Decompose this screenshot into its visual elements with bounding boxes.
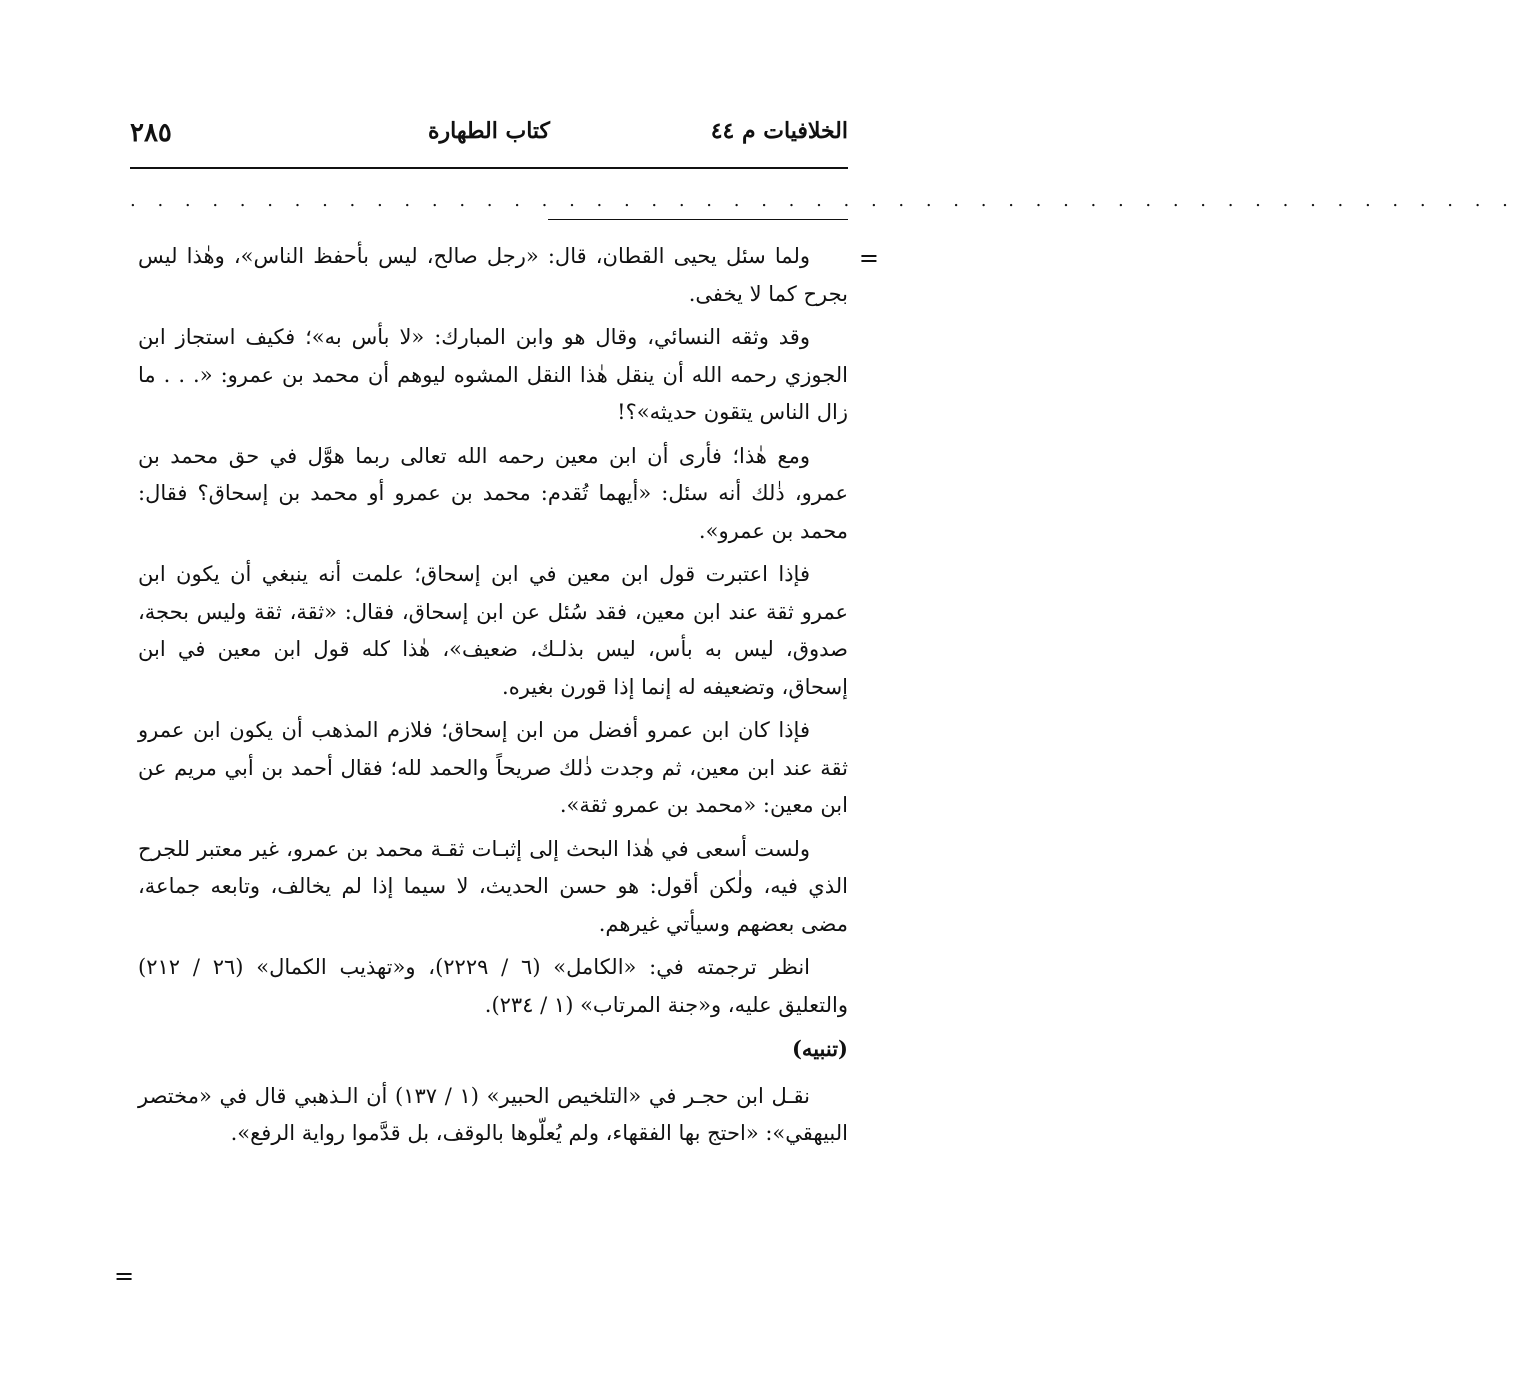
paragraph: انظر ترجمته في: «الكامل» (٦ / ٢٢٢٩)، و«تهذيب الكمال» (٢٦ / ٢١٢) والتعليق عليه، و«جنة المرتاب» (١ / ٢٣٤). bbox=[138, 955, 848, 1017]
paragraph: فإذا اعتبرت قول ابن معين في ابن إسحاق؛ علمت أنه ينبغي أن يكون ابن عمرو ثقة عند ابن معين، فقد سُئل عن ابن إسحاق، فقال: «ثقة، ثقة وليس بحجة، صدوق، ليس به بأس، ليس بذلـك، ضعيف»، هٰذا كله قول ابن معين في ابن إسحاق، وتضعيفه له إنما إذا قورن بغيره. bbox=[138, 562, 848, 699]
note-heading: (تنبيه) bbox=[792, 1036, 848, 1061]
footnote-body bbox=[138, 238, 848, 1159]
running-header bbox=[130, 118, 848, 158]
paragraph: ولما سئل يحيى القطان، قال: «رجل صالح، ليس بأحفظ الناس»، وهٰذا ليس بجرح كما لا يخفى. bbox=[138, 244, 848, 306]
note-paragraph: نقـل ابن حجـر في «التلخيص الحبير» (١ / ١٣٧) أن الـذهبي قال في «مختصر البيهقي»: «احتج بها الفقهاء، ولم يُعلّوها بالوقف، بل قدَّموا رواية الرفع». bbox=[138, 1083, 848, 1145]
footnote-rule bbox=[548, 219, 848, 220]
continuation-mark-top: = bbox=[858, 244, 879, 272]
continuation-mark-bottom: = bbox=[114, 1262, 135, 1290]
paragraph: فإذا كان ابن عمرو أفضل من ابن إسحاق؛ فلازم المذهب أن يكون ابن عمرو ثقة عند ابن معين، ثم وجدت ذٰلك صريحاً والحمد لله؛ فقال أحمد بن أبي مريم عن ابن معين: «محمد بن عمرو ثقة». bbox=[138, 718, 848, 817]
header-rule bbox=[130, 167, 848, 169]
paragraph: وقد وثقه النسائي، وقال هو وابن المبارك: «لا بأس به»؛ فكيف استجاز ابن الجوزي رحمه الله أن ينقل هٰذا النقل المشوه ليوهم أن محمد بن عمرو: «. . . ما زال الناس يتقون حديثه»؟! bbox=[138, 325, 848, 424]
paragraph: ولست أسعى في هٰذا البحث إلى إثبـات ثقـة محمد بن عمرو، غير معتبر للجرح الذي فيه، ولٰكن أقول: هو حسن الحديث، لا سيما إذا لم يخالف، وتابعه جماعة، مضى بعضهم وسيأتي غيرهم. bbox=[138, 836, 848, 936]
chapter-title: كتاب الطهارة bbox=[427, 118, 551, 144]
paragraph: ومع هٰذا؛ فأرى أن ابن معين رحمه الله تعالى ربما هوَّل في حق محمد بن عمرو، ذٰلك أنه سئل: «أيهما تُقدم: محمد بن عمرو أو محمد بن إسحاق؟ فقال: محمد بن عمرو». bbox=[138, 443, 848, 543]
page-number: ٢٨٥ bbox=[130, 118, 172, 148]
dotted-separator: . . . . . . . . . . . . . . . . . . . . . . . . . . . . . . . . . . . . . . . . . . . . . . . . . . . bbox=[130, 190, 1516, 211]
book-label: الخلافيات م ٤٤ bbox=[710, 118, 848, 144]
